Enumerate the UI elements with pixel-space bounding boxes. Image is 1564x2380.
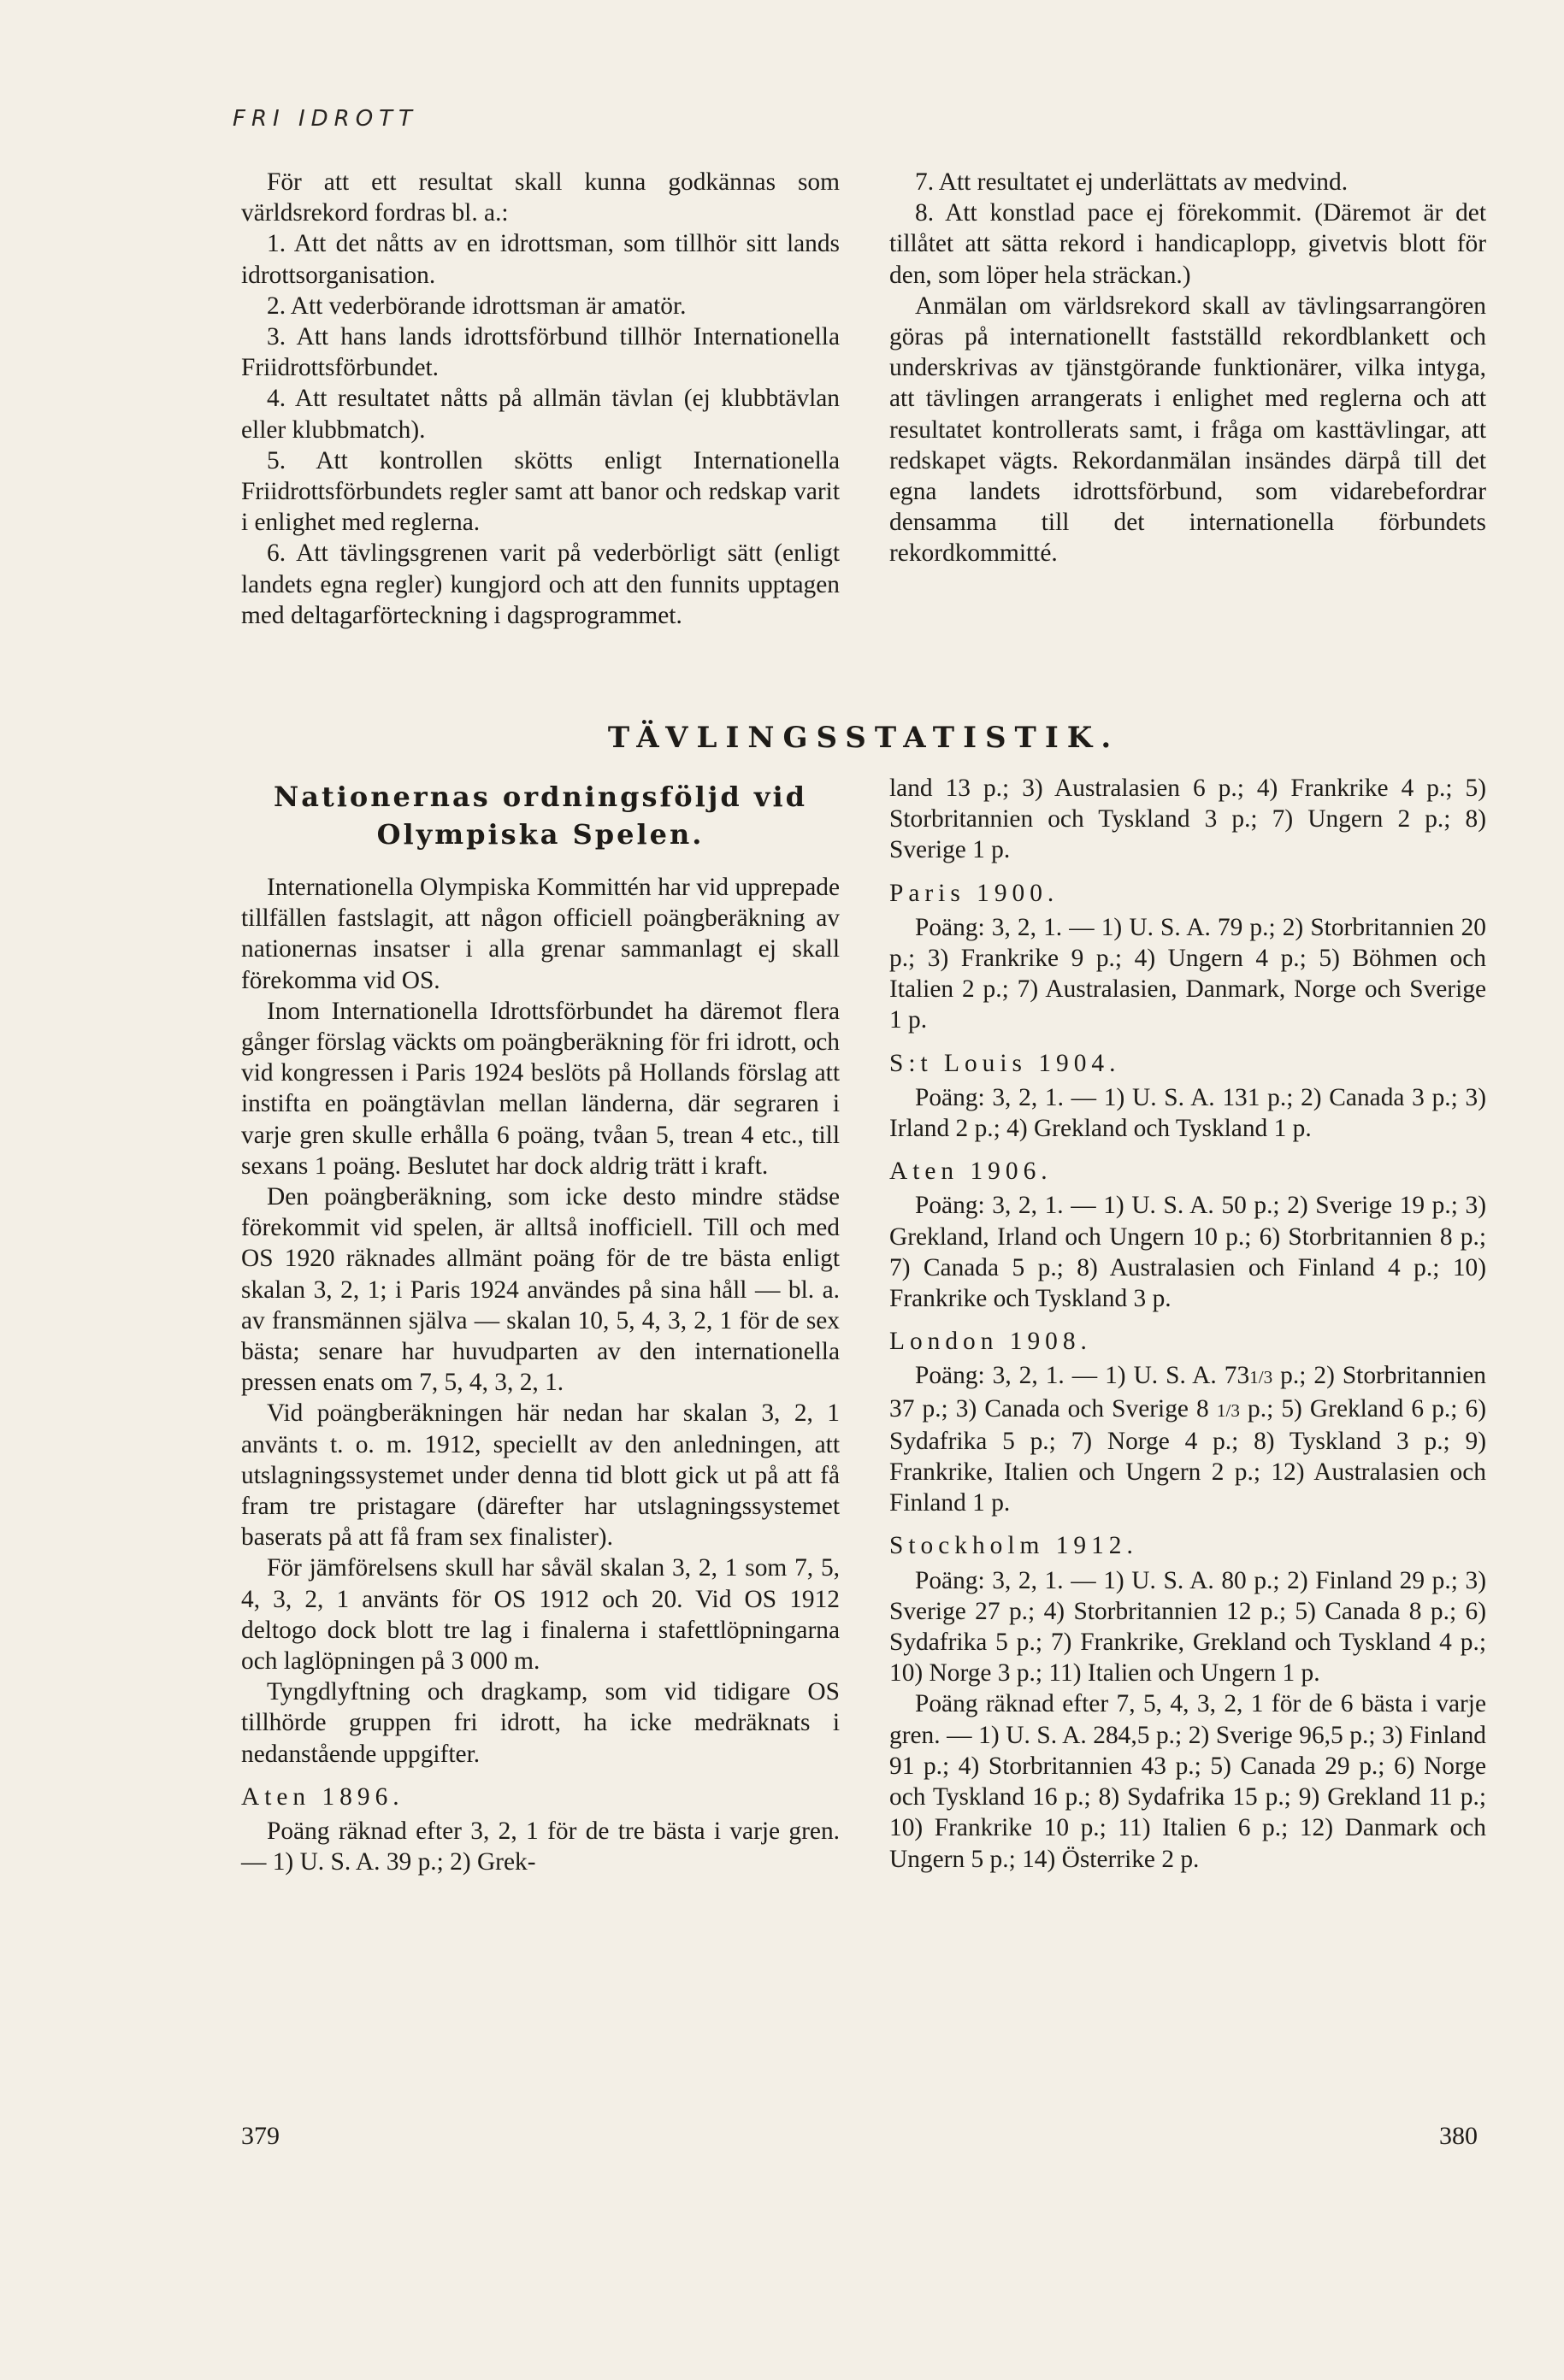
body-paragraph: Internationella Olympiska Kommittén har vid upprepade tillfällen fastslagit, att någon officiell poängberäkning av nationernas insatser i alla grenar sammanlagt ej skall förekomma vid OS. [241, 874, 840, 994]
games-heading-paris-1900: Paris 1900. [889, 879, 1059, 907]
running-header: FRI IDROTT [233, 106, 418, 132]
column-bottom-right [889, 773, 1486, 1875]
body-paragraph: Den poängberäkning, som icke desto mindre städse förekommit vid spelen, är alltså inofficiell. Till och med OS 1920 räknades allmänt poäng för de tre bästa enligt skalan 3, 2, 1; i Paris 1924 användes på sina håll — bl. a. av fransmännen själva — skalan 10, 5, 4, 3, 2, 1 för de sex bästa; senare har huvudparten av den internationella pressen enats om 7, 5, 4, 3, 2, 1. [241, 1183, 840, 1397]
list-item: 5. Att kontrollen skötts enligt Internationella Friidrottsförbundets regler samt att banor och redskap varit i enlighet med reglerna. [241, 446, 840, 537]
london-text-part-c: p.; 5) Grekland 6 p.; 6) Sydafrika 5 p.; 7) Norge 4 p.; 8) Tyskland 3 p.; 9) Frankrike, Italien och Ungern 2 p.; 12) Australasien och Finland 1 p. [889, 1394, 1486, 1517]
list-item: 3. Att hans lands idrottsförbund tillhör Internationella Friidrottsförbundet. [241, 323, 840, 382]
games-heading-london-1908: London 1908. [889, 1328, 1092, 1356]
games-result-stockholm-1912-scale-754321: Poäng räknad efter 7, 5, 4, 3, 2, 1 för de 6 bästa i varje gren. — 1) U. S. A. 284,5 p.; 2) Sverige 96,5 p.; 3) Finland 91 p.; 4) Storbritannien 43 p.; 5) Canada 29 p.; 6) Norge och Tyskland 16 p.; 8) Sydafrika 15 p.; 9) Grekland 11 p.; 10) Frankrike 10 p.; 11) Italien 6 p.; 12) Danmark och Ungern 5 p.; 14) Österrike 2 p. [889, 1690, 1486, 1873]
games-result-st-louis-1904: Poäng: 3, 2, 1. — 1) U. S. A. 131 p.; 2) Canada 3 p.; 3) Irland 2 p.; 4) Grekland och Tyskland 1 p. [889, 1083, 1486, 1143]
games-heading-stockholm-1912: Stockholm 1912. [889, 1532, 1138, 1560]
column-top-left [241, 167, 840, 631]
games-heading-aten-1896: Aten 1896. [241, 1782, 404, 1811]
article-heading [241, 778, 840, 853]
body-paragraph: Inom Internationella Idrottsförbundet ha däremot flera gånger förslag väckts om poängberäkning för fri idrott, och vid kongressen i Paris 1924 beslöts på Hollands förslag att instifta en poängtävlan mellan länderna, där segraren i varje gren skulle erhålla 6 poäng, tvåan 5, trean 4 etc., till sexans 1 poäng. Beslutet har dock aldrig trätt i kraft. [241, 997, 840, 1180]
games-result-stockholm-1912-scale-321: Poäng: 3, 2, 1. — 1) U. S. A. 80 p.; 2) Finland 29 p.; 3) Sverige 27 p.; 4) Storbritannien 12 p.; 5) Canada 8 p.; 6) Sydafrika 5 p.; 7) Frankrike, Grekland och Tyskland 4 p.; 10) Norge 3 p.; 11) Italien och Ungern 1 p. [889, 1566, 1486, 1688]
article-heading-line-2: Olympiska Spelen. [376, 818, 705, 851]
body-paragraph: Vid poängberäkningen här nedan har skalan 3, 2, 1 använts t. o. m. 1912, speciellt av den anledningen, att utslagningssystemet under denna tid blott gick ut på att få fram tre pristagare (därefter har utslagningssystemet baserats på att få fram sex finalister). [241, 1399, 840, 1552]
list-item: 4. Att resultatet nåtts på allmän tävlan (ej klubbtävlan eller klubbmatch). [241, 385, 840, 444]
list-item: 1. Att det nåtts av en idrottsman, som tillhör sitt lands idrottsorganisation. [241, 230, 840, 289]
games-heading-st-louis-1904: S:t Louis 1904. [889, 1049, 1121, 1077]
column-bottom-left [241, 778, 840, 1878]
list-item: 7. Att resultatet ej underlättats av medvind. [915, 168, 1349, 196]
london-text-part-a: Poäng: 3, 2, 1. — 1) U. S. A. 73 [915, 1362, 1250, 1390]
article-heading-line-1: Nationernas ordningsföljd vid [273, 781, 808, 813]
list-item: 8. Att konstlad pace ej förekommit. (Däremot är det tillåtet att sätta rekord i handicaplopp, givetvis blott för den, som löper hela sträckan.) [889, 199, 1486, 289]
body-paragraph: Tyngdlyftning och dragkamp, som vid tidigare OS tillhörde gruppen fri idrott, ha icke medräknats i nedanstående uppgifter. [241, 1678, 840, 1768]
body-paragraph: För jämförelsens skull har såväl skalan 3, 2, 1 som 7, 5, 4, 3, 2, 1 använts för OS 1912 och 20. Vid OS 1912 deltogo dock blott tre lag i finalerna i stafettlöpningarna och laglöpningen på 3 000 m. [241, 1554, 840, 1676]
games-result-london-1908 [889, 1360, 1486, 1518]
list-item: 6. Att tävlingsgrenen varit på vederbörligt sätt (enligt landets egna regler) kungjord och att den funnits upptagen med deltagarförteckning i dagsprogrammet. [241, 539, 840, 629]
page-number-right: 380 [1439, 2122, 1478, 2150]
page-number-left: 379 [241, 2122, 280, 2150]
games-result-aten-1896: Poäng räknad efter 3, 2, 1 för de tre bästa i varje gren. — 1) U. S. A. 39 p.; 2) Grek- [241, 1817, 840, 1876]
section-title: TÄVLINGSSTATISTIK. [607, 721, 1120, 755]
games-result-aten-1906: Poäng: 3, 2, 1. — 1) U. S. A. 50 p.; 2) Sverige 19 p.; 3) Grekland, Irland och Ungern 10 p.; 6) Storbritannien 8 p.; 7) Canada 5 p.; 8) Australasien och Finland 4 p.; 10) Frankrike och Tyskland 3 p. [889, 1192, 1486, 1313]
london-text-part-b: p.; 2) Storbritannien 37 p.; 3) Canada och Sverige 8 [889, 1362, 1486, 1423]
games-result-paris-1900: Poäng: 3, 2, 1. — 1) U. S. A. 79 p.; 2) Storbritannien 20 p.; 3) Frankrike 9 p.; 4) Ungern 4 p.; 5) Böhmen och Italien 2 p.; 7) Australasien, Danmark, Norge och Sverige 1 p. [889, 913, 1486, 1034]
games-result-aten-1896-continued: land 13 p.; 3) Australasien 6 p.; 4) Frankrike 4 p.; 5) Storbritannien och Tyskland 3 p.; 7) Ungern 2 p.; 8) Sverige 1 p. [889, 775, 1486, 864]
column-top-right [889, 167, 1486, 569]
fraction-one-third: 1/3 [1249, 1367, 1273, 1388]
record-registration-paragraph: Anmälan om världsrekord skall av tävlingsarrangören göras på internationellt fastställd rekordblankett och underskrivas av tjänstgörande funktionärer, vilka intyga, att tävlingen arrangerats i enlighet med reglerna och att resultatet kontrollerats samt, i fråga om kasttävlingar, att redskapet vägts. Rekordanmälan insändes därpå till det egna landets idrottsförbund, som vidarebefordrar densamma till det internationella förbundets rekordkommitté. [889, 292, 1486, 568]
fraction-one-third: 1/3 [1216, 1399, 1240, 1421]
games-heading-aten-1906: Aten 1906. [889, 1158, 1053, 1186]
intro-paragraph: För att ett resultat skall kunna godkännas som världsrekord fordras bl. a.: [241, 168, 840, 227]
list-item: 2. Att vederbörande idrottsman är amatör. [267, 292, 687, 320]
